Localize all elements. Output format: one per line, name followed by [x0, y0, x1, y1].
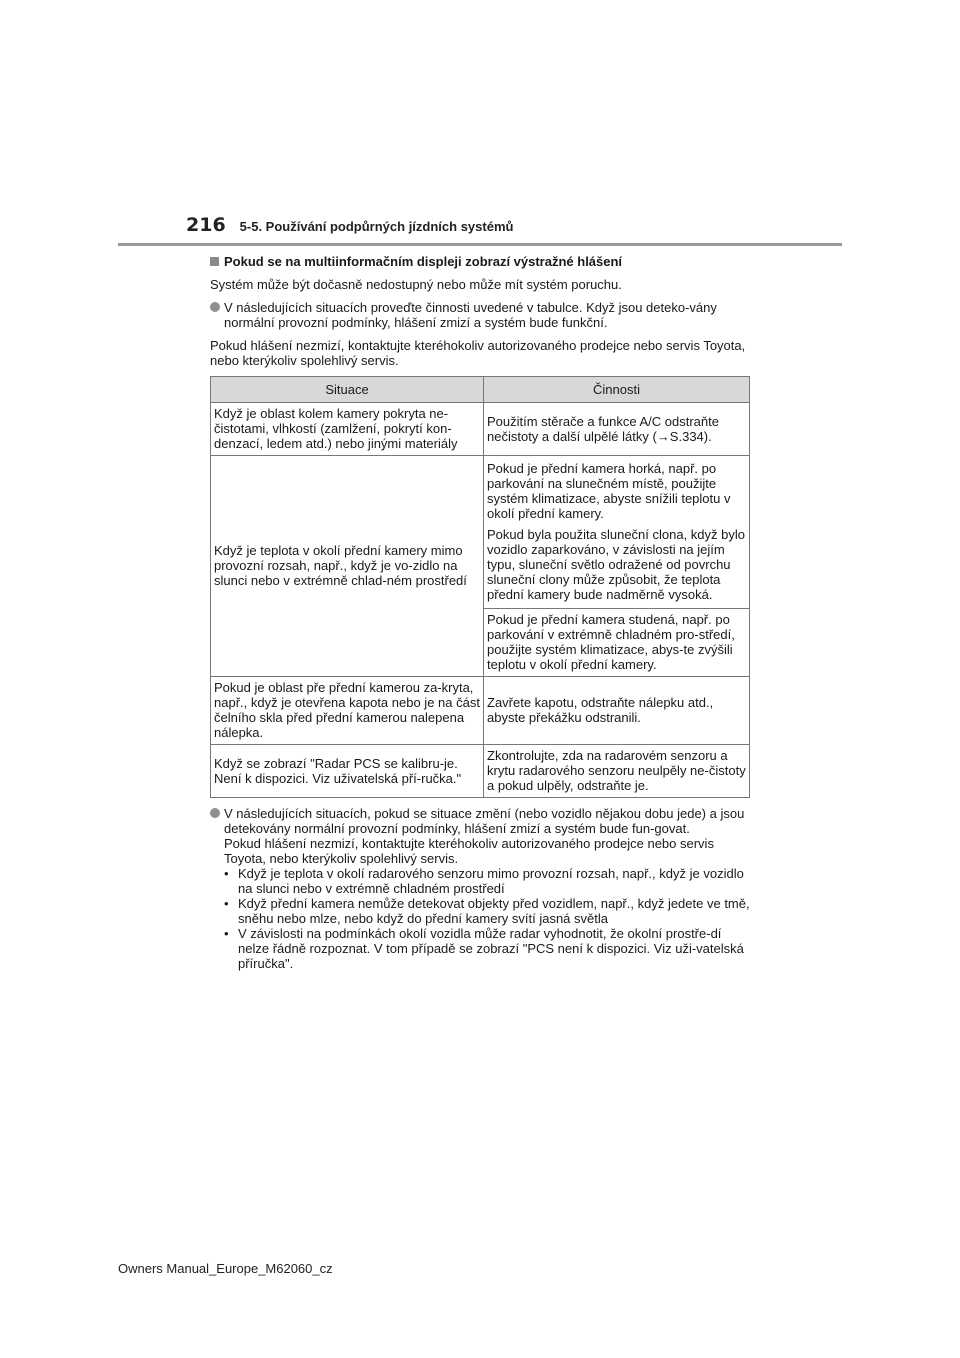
table-row	[211, 403, 750, 456]
bullet-text: V následujících situacích, pokud se situace změní (nebo vozidlo nějakou dobu jede) a jsou detekovány normální provozní podmínky, hlášení zmizí a systém bude fun-govat.	[224, 806, 745, 836]
main-content	[210, 254, 750, 979]
circle-bullet-icon	[210, 808, 220, 818]
list-item-text: Když přední kamera nemůže detekovat objekty před vozidlem, např., když jedete ve tmě, sněhu nebo mlze, nebo když do přední kamery svítí jasná světla	[238, 896, 750, 926]
list-item	[224, 866, 750, 896]
column-header-situation: Situace	[211, 377, 484, 403]
section-title: 5-5. Používání podpůrných jízdních systémů	[239, 219, 514, 234]
list-item-text: V závislosti na podmínkách okolí vozidla může radar vyhodnotit, že okolní prostře-dí nelze řádně rozpoznat. V tom případě se zobrazí "PCS není k dispozici. Viz uži-vatelská příručka".	[238, 926, 744, 971]
circle-bullet-icon	[210, 302, 220, 312]
intro-paragraph: Systém může být dočasně nedostupný nebo může mít systém poruchu.	[210, 277, 622, 292]
action-cell: Pokud je přední kamera studená, např. po parkování v extrémně chladném pro-středí, použijte systém klimatizace, abys-te zvýšili teplotu v okolí přední kamery.	[484, 609, 750, 677]
list-marker: •	[224, 926, 229, 941]
situation-cell: Když je oblast kolem kamery pokryta ne-čistotami, vlhkostí (zamlžení, pokrytí kon-denzací, ledem atd.) nebo jinými materiály	[211, 403, 484, 456]
bullet-item	[210, 806, 750, 971]
situation-cell: Když je teplota v okolí přední kamery mimo provozní rozsah, např., když je vo-zidlo na slunci nebo v extrémně chlad-ném prostředí	[211, 456, 484, 677]
list-item	[224, 926, 750, 971]
bullet-continuation: Pokud hlášení nezmizí, kontaktujte kteréhokoliv autorizovaného prodejce nebo servis Toyota, nebo kterýkoliv spolehlivý servis.	[224, 836, 714, 866]
page-footer: Owners Manual_Europe_M62060_cz	[118, 1261, 333, 1276]
page-number: 216	[186, 214, 226, 236]
square-bullet-icon	[210, 257, 219, 266]
table-row	[211, 677, 750, 745]
column-header-actions: Činnosti	[484, 377, 750, 403]
action-cell: Zkontrolujte, zda na radarovém senzoru a krytu radarového senzoru neulpěly ne-čistoty a pokud ulpěly, odstraňte je.	[484, 745, 750, 798]
action-text: Pokud byla použita sluneční clona, když bylo vozidlo zaparkováno, v závislosti na jejím typu, sluneční světlo odražené od povrchu sluneční clony může způsobit, že teplota přední kamery bude nadměrně vysoká.	[487, 527, 745, 602]
action-cell	[484, 456, 750, 609]
bullet-item	[210, 300, 750, 330]
action-text: Pokud je přední kamera horká, např. po parkování na slunečném místě, použijte systém klimatizace, abyste snížili teplotu v okolí přední kamery.	[487, 461, 731, 521]
header-divider	[118, 243, 842, 246]
bullet-text: V následujících situacích proveďte činnosti uvedené v tabulce. Když jsou deteko-vány normální provozní podmínky, hlášení zmizí a systém bude funkční.	[224, 300, 717, 330]
list-marker: •	[224, 896, 229, 911]
action-cell: Použitím stěrače a funkce A/C odstraňte nečistoty a další ulpělé látky (→S.334).	[484, 403, 750, 456]
situation-cell: Když se zobrazí "Radar PCS se kalibru-je. Není k dispozici. Viz uživatelská pří-ručka."	[211, 745, 484, 798]
subheading	[210, 254, 750, 269]
table-header-row	[211, 377, 750, 403]
list-marker: •	[224, 866, 229, 881]
table-row	[211, 456, 750, 609]
subheading-text: Pokud se na multiinformačním displeji zobrazí výstražné hlášení	[224, 254, 623, 269]
list-item	[224, 896, 750, 926]
list-item-text: Když je teplota v okolí radarového senzoru mimo provozní rozsah, např., když je vozidlo na slunci nebo v extrémně chladném prostředí	[238, 866, 744, 896]
contact-paragraph: Pokud hlášení nezmizí, kontaktujte kteréhokoliv autorizovaného prodejce nebo servis Toyota, nebo kterýkoliv spolehlivý servis.	[210, 338, 746, 368]
bullet-body	[224, 806, 750, 971]
situation-cell: Pokud je oblast pře přední kamerou za-kryta, např., když je otevřena kapota nebo je na část čelního skla před přední kamerou nalepena nálepka.	[211, 677, 484, 745]
warning-table	[210, 376, 750, 798]
condition-list	[224, 866, 750, 971]
table-row	[211, 745, 750, 798]
page-header	[186, 214, 513, 236]
action-cell: Zavřete kapotu, odstraňte nálepku atd., abyste překážku odstranili.	[484, 677, 750, 745]
